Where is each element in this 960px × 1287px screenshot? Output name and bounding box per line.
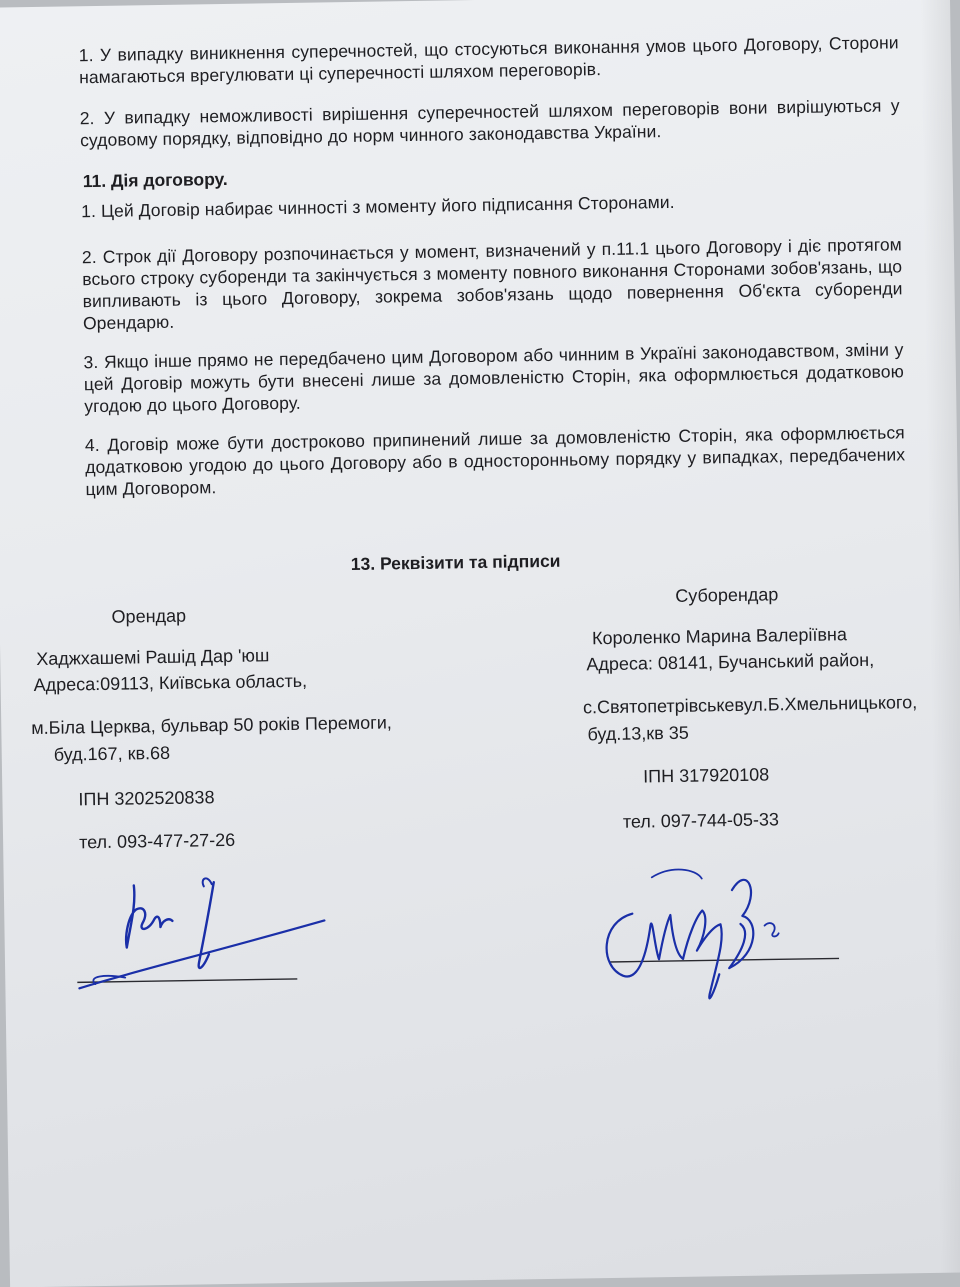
sublessee-signature-stroke-3	[728, 880, 754, 968]
lessor-role: Орендар	[111, 605, 187, 627]
lessor-name: Хаджхашемі Рашід Дар 'юш	[36, 645, 270, 669]
sublessee-signature-stroke-2	[682, 910, 722, 999]
section-11-paragraph-1: 1. Цей Договір набирає чинності з моменту його підписання Сторонами.	[81, 191, 675, 222]
section-11-paragraph-4: 4. Договір може бути достроково припинений лише за домовленістю Сторін, яка оформлюється додатковою угодою до цього Договору або в односторонньому порядку у випадках, передбачених цим Договором.	[84, 422, 906, 500]
sublessee-signature	[591, 852, 853, 1016]
sublessee-signature-stroke-5	[652, 869, 702, 879]
lessor-address-line-3: буд.167, кв.68	[53, 742, 171, 765]
sublessee-address-line-2: с.Святопетрівськевул.Б.Хмельницького,	[582, 692, 918, 718]
section-13-title: 13. Реквізити та підписи	[350, 550, 561, 575]
lessor-signature-underline	[78, 920, 325, 988]
page-edge-shadow	[920, 0, 960, 1273]
sublessee-tax-id: ІПН 317920108	[643, 764, 770, 787]
sublessee-phone: тел. 097-744-05-33	[622, 809, 780, 832]
section-11-paragraph-2: 2. Строк дії Договору розпочинається у момент, визначений у п.11.1 цього Договору і діє протягом всього строку суборенди та закінчується з моменту повного виконання Сторонами зобов'язань, що випливають із цього Договору, зокрема зобов'язань щодо повернення Об'єкта суборенди Орендарю.	[81, 234, 903, 334]
lessor-tax-id: ІПН 3202520838	[78, 787, 215, 810]
sublessee-address-line-1: Адреса: 08141, Бучанський район,	[586, 649, 875, 675]
lessor-signature-stroke-3	[203, 878, 212, 886]
sublessee-signature-stroke	[606, 913, 683, 977]
section-11-paragraph-3: 3. Якщо інше прямо не передбачено цим Договором або чинним в Україні законодавством, зміни у цей Договір можуть бути внесені лише за домовленістю Сторін, яка оформлюється додатковою угодою до цього Договору.	[83, 339, 904, 417]
lessor-phone: тел. 093-477-27-26	[78, 829, 236, 853]
lessor-address-line-2: м.Біла Церква, бульвар 50 років Перемоги,	[31, 712, 392, 739]
section-11-title: 11. Дія договору.	[82, 168, 228, 192]
dispute-paragraph-2: 2. У випадку неможливості вирішення суперечностей шляхом переговорів вони вирішуються у судовому порядку, відповідно до норм чинного законодавства України.	[79, 95, 900, 151]
sublessee-signature-stroke-4	[764, 923, 778, 937]
sublessee-name: Короленко Марина Валеріївна	[591, 624, 848, 649]
sublessee-address-line-3: буд.13,кв 35	[587, 722, 689, 745]
dispute-paragraph-1: 1. У випадку виникнення суперечностей, що стосуються виконання умов цього Договору, Сторони намагаються врегулювати ці суперечності шляхом переговорів.	[78, 32, 899, 88]
lessor-signature-stroke	[125, 885, 172, 948]
lessor-signature	[63, 852, 345, 1006]
lessor-address-line-1: Адреса:09113, Київська область,	[33, 670, 308, 696]
sublessee-role: Суборендар	[675, 584, 779, 606]
